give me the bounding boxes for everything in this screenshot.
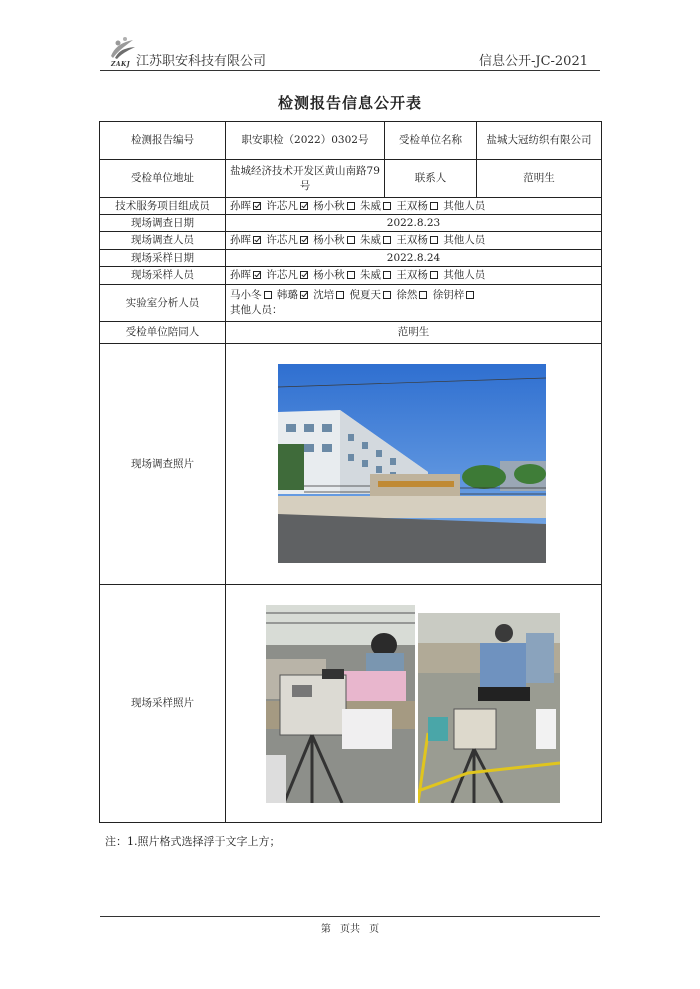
staff-entry bbox=[350, 289, 394, 301]
checked-box-icon[interactable] bbox=[253, 236, 261, 244]
staff-name: 徐钥梓 bbox=[432, 289, 465, 301]
staff-name: 王双杨 bbox=[396, 234, 428, 246]
contact-label: 联系人 bbox=[385, 160, 477, 198]
staff-name: 孙晖 bbox=[230, 199, 251, 212]
staff-name: 许芯凡 bbox=[266, 234, 298, 246]
checked-box-icon[interactable] bbox=[300, 236, 308, 244]
report-no-label: 检测报告编号 bbox=[100, 122, 226, 160]
unchecked-box-icon[interactable] bbox=[383, 202, 391, 210]
staff-entry bbox=[230, 289, 274, 301]
unchecked-box-icon[interactable] bbox=[466, 291, 474, 299]
table-row bbox=[100, 215, 602, 232]
lab-label: 实验室分析人员 bbox=[100, 285, 226, 322]
page-header bbox=[100, 36, 600, 71]
unchecked-box-icon[interactable] bbox=[383, 291, 391, 299]
survey-photo-cell bbox=[226, 344, 602, 585]
staff-name: 许芯凡 bbox=[266, 269, 298, 281]
unchecked-box-icon[interactable] bbox=[430, 271, 438, 279]
staff-name: 朱威 bbox=[360, 269, 382, 281]
staff-entry bbox=[396, 200, 440, 212]
table-row bbox=[100, 122, 602, 160]
unchecked-box-icon[interactable] bbox=[383, 271, 391, 279]
sampling-photo-left bbox=[266, 605, 415, 803]
staff-name: 王双杨 bbox=[396, 269, 428, 281]
staff-name: 其他人员 bbox=[443, 234, 486, 246]
staff-name: 杨小秋 bbox=[313, 199, 345, 212]
survey-staff bbox=[226, 232, 602, 250]
table-row bbox=[100, 232, 602, 250]
staff-name: 杨小秋 bbox=[313, 234, 345, 246]
staff-name: 许芯凡 bbox=[266, 199, 298, 212]
unchecked-box-icon[interactable] bbox=[383, 236, 391, 244]
staff-entry bbox=[360, 269, 393, 281]
staff-entry bbox=[443, 200, 485, 212]
staff-name: 杨小秋 bbox=[313, 269, 345, 281]
sample-staff-label: 现场采样人员 bbox=[100, 267, 226, 285]
unchecked-box-icon[interactable] bbox=[336, 291, 344, 299]
logo-text: ZAKJ bbox=[111, 61, 131, 68]
checked-box-icon[interactable] bbox=[253, 271, 261, 279]
lab-other-label: 其他人员： bbox=[230, 304, 283, 316]
unchecked-box-icon[interactable] bbox=[347, 271, 355, 279]
table-row bbox=[100, 585, 602, 823]
staff-name: 其他人员 bbox=[443, 269, 486, 281]
unchecked-box-icon[interactable] bbox=[347, 236, 355, 244]
sample-date-label: 现场采样日期 bbox=[100, 250, 226, 267]
staff-entry bbox=[443, 269, 485, 281]
report-info-table bbox=[99, 121, 602, 823]
staff-entry bbox=[396, 234, 440, 246]
sample-staff bbox=[226, 267, 602, 285]
survey-photo-label: 现场调查照片 bbox=[100, 344, 226, 585]
site-survey-photo bbox=[278, 364, 546, 563]
staff-name: 王双杨 bbox=[396, 199, 428, 212]
table-row bbox=[100, 322, 602, 344]
staff-name: 朱威 bbox=[360, 234, 382, 246]
staff-entry bbox=[266, 200, 310, 212]
staff-name: 韩璐 bbox=[276, 289, 298, 301]
table-row bbox=[100, 250, 602, 267]
footer-divider bbox=[100, 916, 600, 917]
staff-entry bbox=[396, 289, 429, 301]
staff-name: 倪夏天 bbox=[349, 289, 382, 301]
staff-entry bbox=[433, 289, 477, 301]
table-row bbox=[100, 285, 602, 322]
staff-entry bbox=[230, 234, 263, 246]
survey-date-value: 2022.8.23 bbox=[226, 215, 602, 232]
staff-entry bbox=[313, 269, 357, 281]
staff-name: 沈培 bbox=[313, 289, 335, 301]
unchecked-box-icon[interactable] bbox=[430, 202, 438, 210]
staff-entry bbox=[230, 269, 263, 281]
sample-photo-label: 现场采样照片 bbox=[100, 585, 226, 823]
staff-name: 马小冬 bbox=[230, 289, 262, 301]
checked-box-icon[interactable] bbox=[300, 291, 308, 299]
company-name: 江苏职安科技有限公司 bbox=[136, 54, 267, 69]
unchecked-box-icon[interactable] bbox=[430, 236, 438, 244]
staff-entry bbox=[277, 289, 310, 301]
staff-entry bbox=[360, 200, 393, 212]
page-title: 检测报告信息公开表 bbox=[277, 94, 422, 112]
unit-name-value: 盐城大冠纺织有限公司 bbox=[477, 122, 602, 160]
staff-entry bbox=[396, 269, 440, 281]
team-members bbox=[226, 198, 602, 215]
lab-staff bbox=[226, 285, 602, 322]
footnote: 注：1.照片格式选择浮于文字上方； bbox=[105, 835, 281, 848]
staff-entry bbox=[360, 234, 393, 246]
table-row bbox=[100, 267, 602, 285]
staff-name: 徐然 bbox=[396, 289, 418, 301]
unchecked-box-icon[interactable] bbox=[419, 291, 427, 299]
staff-name: 孙晖 bbox=[230, 234, 251, 246]
checked-box-icon[interactable] bbox=[300, 271, 308, 279]
table-row bbox=[100, 198, 602, 215]
table-row bbox=[100, 160, 602, 198]
staff-entry bbox=[313, 234, 357, 246]
contact-value: 范明生 bbox=[477, 160, 602, 198]
staff-entry bbox=[230, 200, 263, 212]
staff-entry bbox=[443, 234, 485, 246]
table-row bbox=[100, 344, 602, 585]
checked-box-icon[interactable] bbox=[300, 202, 308, 210]
report-no-value: 职安职检（2022）0302号 bbox=[226, 122, 385, 160]
staff-entry bbox=[266, 234, 310, 246]
staff-name: 朱威 bbox=[360, 199, 382, 212]
unit-name-label: 受检单位名称 bbox=[385, 122, 477, 160]
staff-name: 其他人员 bbox=[443, 199, 486, 212]
sampling-photo-right bbox=[418, 613, 560, 803]
sample-photo-cell bbox=[226, 585, 602, 823]
staff-name: 孙晖 bbox=[230, 269, 251, 281]
survey-date-label: 现场调查日期 bbox=[100, 215, 226, 232]
escort-value: 范明生 bbox=[226, 322, 602, 344]
staff-entry bbox=[313, 200, 357, 212]
page-footer: 第 页共 页 bbox=[320, 924, 380, 935]
team-label: 技术服务项目组成员 bbox=[100, 198, 226, 215]
unchecked-box-icon[interactable] bbox=[347, 202, 355, 210]
unchecked-box-icon[interactable] bbox=[264, 291, 272, 299]
checked-box-icon[interactable] bbox=[253, 202, 261, 210]
escort-label: 受检单位陪同人 bbox=[100, 322, 226, 344]
address-label: 受检单位地址 bbox=[100, 160, 226, 198]
sample-date-value: 2022.8.24 bbox=[226, 250, 602, 267]
survey-staff-label: 现场调查人员 bbox=[100, 232, 226, 250]
staff-entry bbox=[266, 269, 310, 281]
address-value: 盐城经济技术开发区黄山南路79号 bbox=[226, 160, 385, 198]
staff-entry bbox=[313, 289, 346, 301]
document-code: 信息公开-JC-2021 bbox=[478, 54, 588, 69]
